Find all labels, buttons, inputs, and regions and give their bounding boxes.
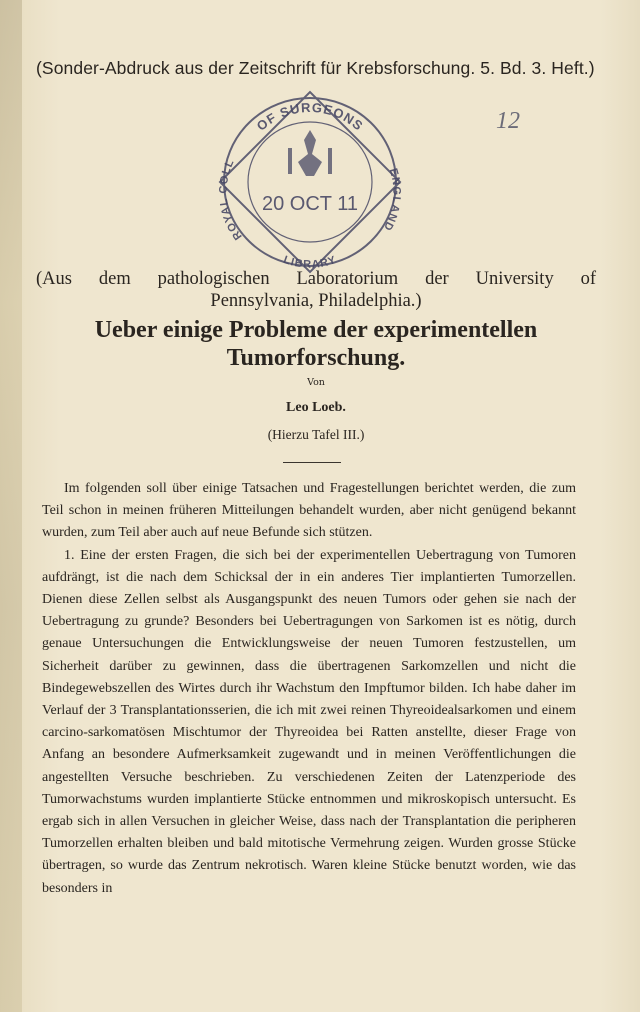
title-divider <box>283 462 341 463</box>
library-stamp <box>200 82 420 282</box>
stamp-left-text: ROYAL COLL <box>217 157 245 242</box>
article-title-line-2: Tumorforschung. <box>226 345 406 371</box>
article-title-line-1: Ueber einige Probleme der experimentellen <box>94 317 538 343</box>
institution-line <box>36 268 596 312</box>
article-title <box>36 316 596 372</box>
svg-text:ROYAL COLL <box>218 157 245 242</box>
svg-text:OF SURGEONS <box>254 100 367 134</box>
stamp-crest-icon <box>288 130 332 176</box>
stamp-bottom-text: LIBRARY <box>281 253 339 271</box>
institution-line-2: Pennsylvania, Philadelphia.) <box>210 291 422 311</box>
offprint-header: (Sonder-Abdruck aus der Zeitschrift für Krebsforschung. 5. Bd. 3. Heft.) <box>36 58 595 78</box>
page-binding-edge <box>0 0 22 1012</box>
article-body <box>42 478 576 900</box>
handwritten-page-number: 12 <box>496 108 520 134</box>
stamp-top-text: OF SURGEONS <box>253 99 367 134</box>
author-name: Leo Loeb. <box>286 400 346 415</box>
byline-von: Von <box>307 377 325 388</box>
plate-reference: (Hierzu Tafel III.) <box>267 427 365 442</box>
stamp-date-text: 20 OCT 11 <box>262 193 358 215</box>
institution-line-1: (Aus dem pathologischen Laboratorium der University of <box>36 269 596 289</box>
svg-text:ENGLAND <box>381 167 403 233</box>
body-paragraph-2: 1. Eine der ersten Fragen, die sich bei der experimentellen Uebertragung von Tumoren aufdrängt, ist die nach dem Schicksal der in ein anderes Tier implantierten Tumorzellen. Dienen diese Zellen selbst als Ausgangspunkt des neuen Tumors oder gehen sie nach der Uebertragung zu grunde? Besonders bei Uebertragungen von Sarkomen ist es nötig, durch genaue Untersuchungen die Entwicklungsweise der neuen Tumoren festzustellen, um Sicherheit darüber zu gewinnen, dass die übertragenen Sarkomzellen und nicht die Bindegewebszellen des Wirtes durch ihr Wachstum den Impftumor bilden. Ich habe daher im Verlauf der 3 Transplantationsserien, die ich mit zwei reinen Thyreoidealsarkomen und einem carcino-sarkomatösen Mischtumor der Thyreoidea bei Ratten anstellte, dieser Frage von Anfang an besondere Aufmerksamkeit zugewandt und in meinen Veröffentlichungen die angestellten Versuche beschrieben. Zu verschiedenen Zeiten der Latenzperiode des Tumorwachstums wurden implantierte Stücke entnommen und mikroskopisch untersucht. Es ergab sich in allen Versuchen in gleicher Weise, dass nach der Transplantation die peripheren Tumorzellen erhalten bleiben und bald mitotische Vermehrung zeigen. Wurden grosse Stücke übertragen, so wurde das Zentrum nekrotisch. Waren kleine Stücke benutzt worden, wie das besonders in <box>42 547 576 896</box>
library-stamp-graphic <box>200 82 420 282</box>
body-paragraph-1: Im folgenden soll über einige Tatsachen und Fragestellungen berichtet werden, die zum Teil schon in meinen früheren Mitteilungen behandelt wurden, aber nicht genügend bekannt wurden, zum Teil aber auch auf neue Befunde sich stützen. <box>42 481 576 541</box>
stamp-right-text: ENGLAND <box>380 167 403 234</box>
